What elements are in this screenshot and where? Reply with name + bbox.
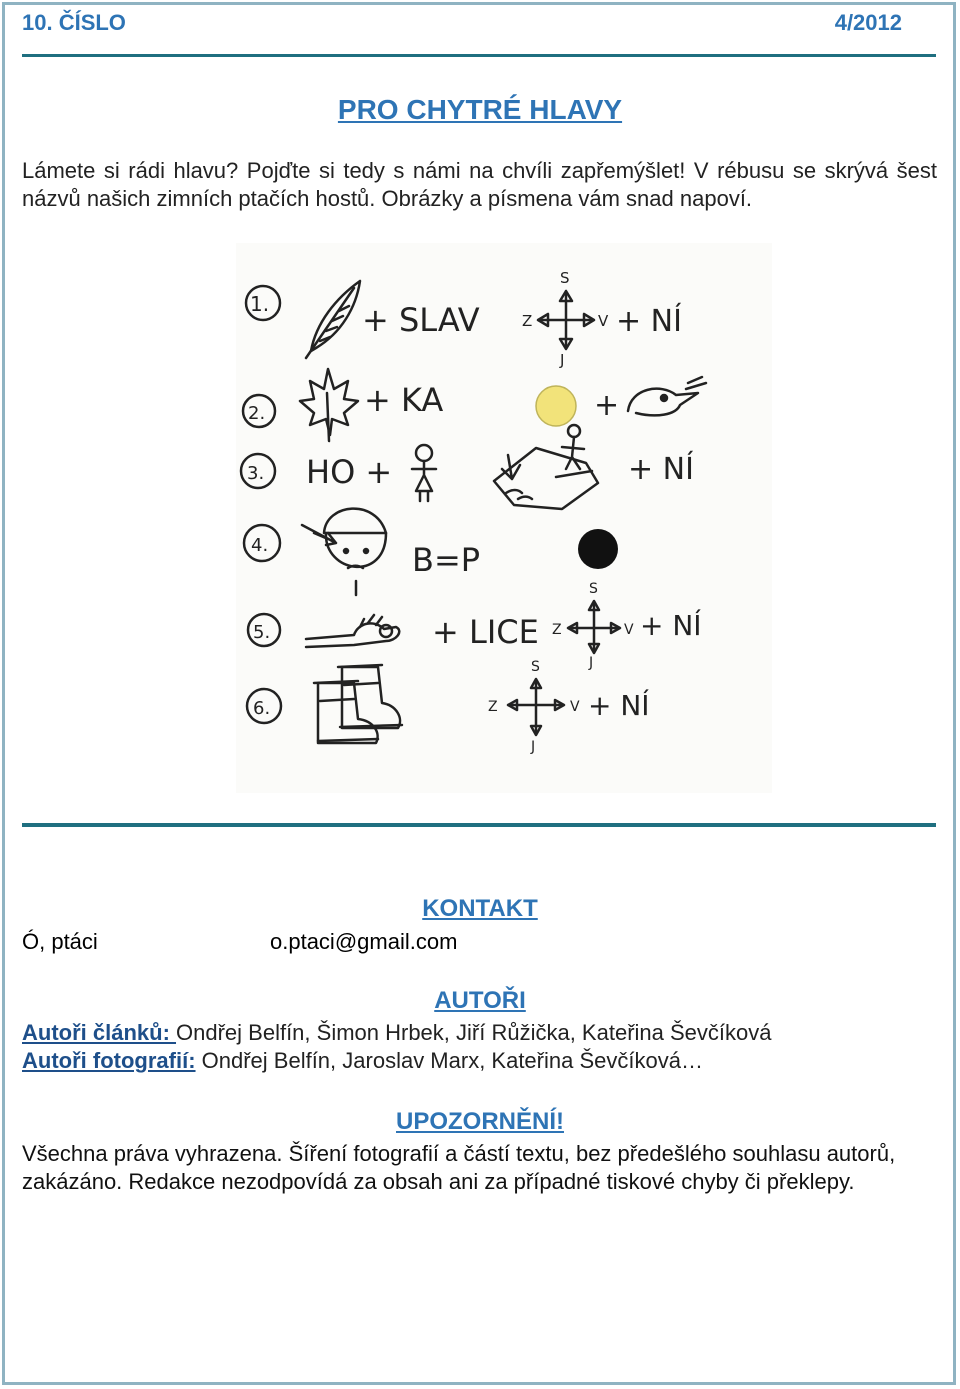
article-intro: Lámete si rádi hlavu? Pojďte si tedy s námi na chvíli zapřemýšlet! V rébusu se skrývá šest názvů našich zimních ptačích hostů. Obrázky a písmena vám snad napoví. bbox=[22, 158, 937, 211]
sun-icon bbox=[536, 386, 576, 426]
rebus-number-6: 6. bbox=[253, 698, 271, 719]
rebus-row-2 bbox=[243, 369, 706, 441]
rebus-number-1: 1. bbox=[250, 292, 270, 316]
compass-east: V bbox=[598, 312, 609, 330]
contact-email[interactable]: o.ptaci@gmail.com bbox=[270, 929, 458, 954]
compass-south-3: J bbox=[531, 739, 536, 755]
compass-east-3: V bbox=[570, 699, 580, 715]
compass-west: Z bbox=[522, 312, 533, 330]
hand-icon bbox=[306, 615, 399, 647]
issue-date: 4/2012 bbox=[834, 10, 902, 35]
rebus-ho: HO + bbox=[306, 453, 393, 491]
compass-icon-2 bbox=[552, 581, 634, 671]
rebus-row-3 bbox=[241, 425, 694, 509]
rebus-ka: + KA bbox=[364, 381, 444, 419]
article-authors-label: Autoři článků: bbox=[22, 1020, 177, 1045]
contact-name: Ó, ptáci bbox=[22, 929, 98, 954]
rebus-ni-3: + NÍ bbox=[628, 452, 694, 487]
compass-east-2: V bbox=[624, 622, 634, 638]
rebus-lice: + LICE bbox=[432, 613, 539, 651]
girl-figure-icon bbox=[412, 445, 436, 501]
skier-on-slope-icon bbox=[494, 425, 598, 509]
compass-west-2: Z bbox=[552, 622, 562, 638]
photo-authors-label: Autoři fotografií: bbox=[22, 1048, 196, 1073]
dark-circle-icon bbox=[578, 529, 618, 569]
compass-icon bbox=[522, 269, 609, 369]
page-header bbox=[22, 10, 902, 38]
rebus-plus-2: + bbox=[594, 388, 620, 423]
maple-leaf-icon bbox=[300, 369, 358, 441]
compass-north-2: S bbox=[589, 581, 598, 597]
compass-south-2: J bbox=[589, 655, 594, 671]
notice-text: Všechna práva vyhrazena. Šíření fotografií a částí textu, bez předešlého souhlasu autorů, zakázáno. Redakce nezodpovídá za obsah ani za případné tiskové chyby či překlepy. bbox=[22, 1141, 896, 1194]
rebus-number-3: 3. bbox=[247, 463, 265, 484]
compass-north-3: S bbox=[531, 659, 540, 675]
feather-icon bbox=[306, 281, 360, 358]
article-title: PRO CHYTRÉ HLAVY bbox=[337, 94, 623, 125]
boots-icon bbox=[314, 665, 402, 743]
rebus-ni-5: + NÍ bbox=[640, 609, 702, 642]
rebus-row-1 bbox=[246, 269, 682, 369]
article-authors bbox=[22, 1020, 771, 1046]
issue-number: 10. ČÍSLO bbox=[22, 10, 126, 35]
notice-heading: UPOZORNĚNÍ! bbox=[396, 1108, 564, 1135]
photo-authors-value: Ondřej Belfín, Jaroslav Marx, Kateřina Ševčíková… bbox=[195, 1048, 703, 1073]
bird-head-icon bbox=[628, 377, 706, 415]
authors-heading: AUTOŘI bbox=[434, 987, 526, 1014]
compass-icon-3 bbox=[488, 659, 580, 755]
rebus-row-5 bbox=[248, 581, 702, 671]
rebus-ni-1: + NÍ bbox=[616, 304, 682, 339]
compass-west-3: Z bbox=[488, 699, 498, 715]
rebus-b-equals-p: B=P bbox=[412, 541, 481, 579]
rebus-number-4: 4. bbox=[251, 535, 269, 556]
rebus-row-4 bbox=[244, 509, 618, 595]
section-divider bbox=[22, 823, 936, 827]
rebus-ni-6: + NÍ bbox=[588, 689, 650, 722]
contact-heading: KONTAKT bbox=[422, 895, 538, 922]
compass-south: J bbox=[560, 351, 565, 369]
compass-north: S bbox=[560, 269, 570, 287]
header-divider bbox=[22, 54, 936, 57]
photo-authors bbox=[22, 1048, 703, 1074]
rebus-row-6 bbox=[247, 659, 650, 755]
rebus-number-5: 5. bbox=[253, 622, 271, 643]
article-authors-value: Ondřej Belfín, Šimon Hrbek, Jiří Růžička, Kateřina Ševčíková bbox=[176, 1020, 772, 1045]
rebus-drawing bbox=[236, 243, 772, 793]
rebus-number-2: 2. bbox=[248, 403, 266, 424]
boy-head-with-cap-icon bbox=[302, 509, 386, 595]
rebus-slav: + SLAV bbox=[362, 301, 480, 339]
